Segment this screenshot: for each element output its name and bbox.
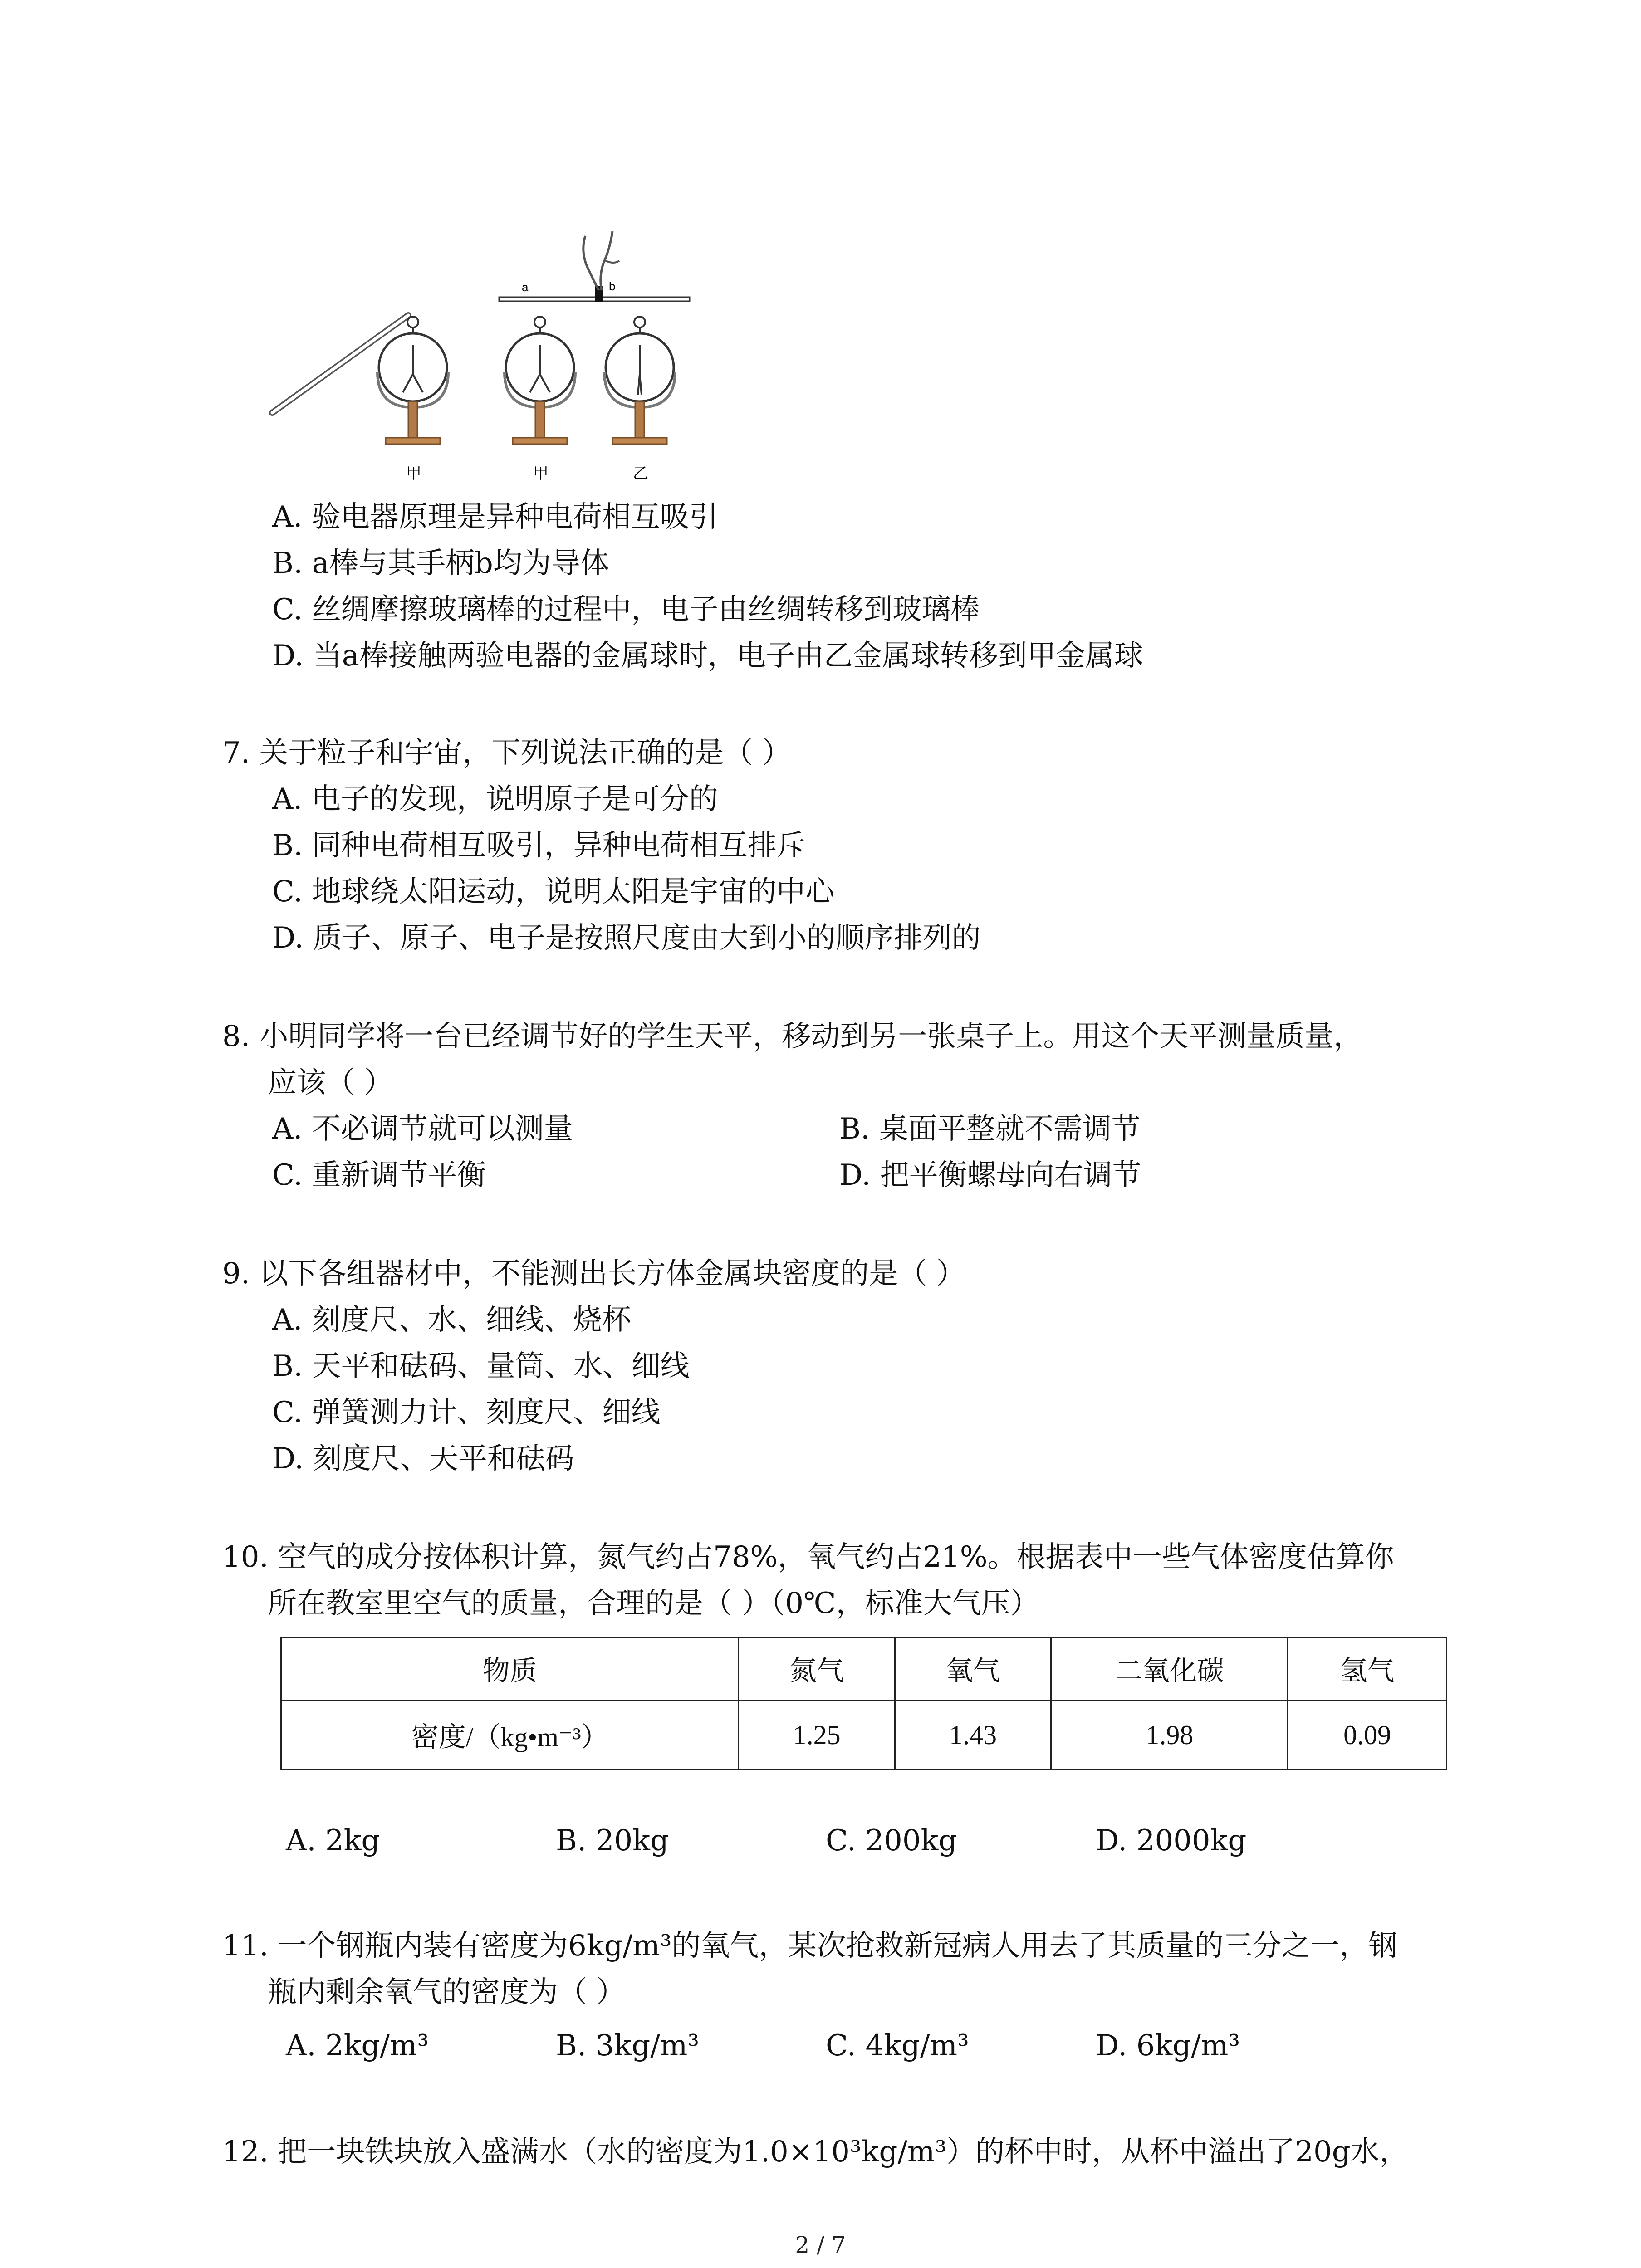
q11-stem-line2: 瓶内剩余氧气的密度为（ ） [268,1975,626,2009]
q9-stem: 9. 以下各组器材中，不能测出长方体金属块密度的是（ ） [222,1257,965,1290]
table-row-label-density: 密度/（kg•m⁻³） [281,1701,739,1770]
q9-option-d: D. 刻度尺、天平和砝码 [272,1442,574,1476]
q6-option-a: A. 验电器原理是异种电荷相互吸引 [272,500,718,534]
q6-option-d: D. 当a棒接触两验电器的金属球时，电子由乙金属球转移到甲金属球 [272,639,1143,673]
q11-options [286,2028,1420,2064]
q9-option-b: B. 天平和砝码、量筒、水、细线 [272,1349,690,1383]
table-header-oxygen: 氧气 [895,1637,1051,1701]
label-a: a [522,280,529,294]
electroscope-yi [604,317,675,444]
label-jia-2: 甲 [533,464,549,483]
label-b: b [609,279,616,293]
label-jia-1: 甲 [406,464,421,483]
page-number: 2 / 7 [795,2232,846,2258]
q8-stem-line2: 应该（ ） [268,1066,393,1100]
electroscope-jia-2 [505,317,575,444]
q11-option-a: A. 2kg/m³ [286,2029,429,2063]
q12-stem-line1: 12. 把一块铁块放入盛满水（水的密度为1.0×10³kg/m³）的杯中时，从杯中溢出了20g水， [222,2135,1409,2169]
q7-option-d: D. 质子、原子、电子是按照尺度由大到小的顺序排列的 [272,921,981,955]
q10-option-b: B. 20kg [556,1824,669,1857]
label-yi: 乙 [633,464,648,483]
q10-stem-line2: 所在教室里空气的质量，合理的是（ ）（0℃，标准大气压） [268,1587,1039,1620]
q8-option-b: B. 桌面平整就不需调节 [839,1112,1141,1146]
q11-stem-line1: 11. 一个钢瓶内装有密度为6kg/m³的氧气，某次抢救新冠病人用去了其质量的三分之一，钢 [222,1929,1398,1963]
q9-option-a: A. 刻度尺、水、细线、烧杯 [272,1303,631,1337]
q10-option-d: D. 2000kg [1096,1824,1247,1857]
table-header-substance: 物质 [281,1637,739,1701]
q11-option-b: B. 3kg/m³ [556,2029,700,2063]
q7-option-c: C. 地球绕太阳运动，说明太阳是宇宙的中心 [272,875,835,909]
q7-stem: 7. 关于粒子和宇宙，下列说法正确的是（ ） [222,736,791,770]
q8-option-a: A. 不必调节就可以测量 [272,1112,573,1146]
table-header-co2: 二氧化碳 [1051,1637,1288,1701]
q11-option-d: D. 6kg/m³ [1096,2029,1240,2063]
q6-option-c: C. 丝绸摩擦玻璃棒的过程中，电子由丝绸转移到玻璃棒 [272,593,980,626]
q10-option-c: C. 200kg [826,1824,957,1857]
q11-option-c: C. 4kg/m³ [826,2029,969,2063]
q8-option-d: D. 把平衡螺母向右调节 [839,1158,1141,1192]
q9-option-c: C. 弹簧测力计、刻度尺、细线 [272,1396,661,1429]
electroscope-jia-1 [377,317,448,444]
table-cell-nitrogen: 1.25 [739,1701,895,1770]
table-header-nitrogen: 氮气 [739,1637,895,1701]
electroscope-figure [268,218,703,499]
q7-option-a: A. 电子的发现，说明原子是可分的 [272,782,718,816]
table-cell-oxygen: 1.43 [895,1701,1051,1770]
q8-stem-line1: 8. 小明同学将一台已经调节好的学生天平，移动到另一张桌子上。用这个天平测量质量， [222,1020,1363,1053]
table-cell-hydrogen: 0.09 [1288,1701,1447,1770]
q10-option-a: A. 2kg [286,1824,380,1857]
gas-density-table [280,1637,1447,1770]
q10-stem-line1: 10. 空气的成分按体积计算，氮气约占78%，氧气约占21%。根据表中一些气体密度估算你 [222,1540,1394,1574]
q6-option-b: B. a棒与其手柄b均为导体 [272,547,609,580]
q10-options [286,1823,1420,1859]
q8-option-c: C. 重新调节平衡 [272,1158,486,1192]
q7-option-b: B. 同种电荷相互吸引，异种电荷相互排斥 [272,829,806,862]
table-cell-co2: 1.98 [1051,1701,1288,1770]
table-header-hydrogen: 氢气 [1288,1637,1447,1701]
